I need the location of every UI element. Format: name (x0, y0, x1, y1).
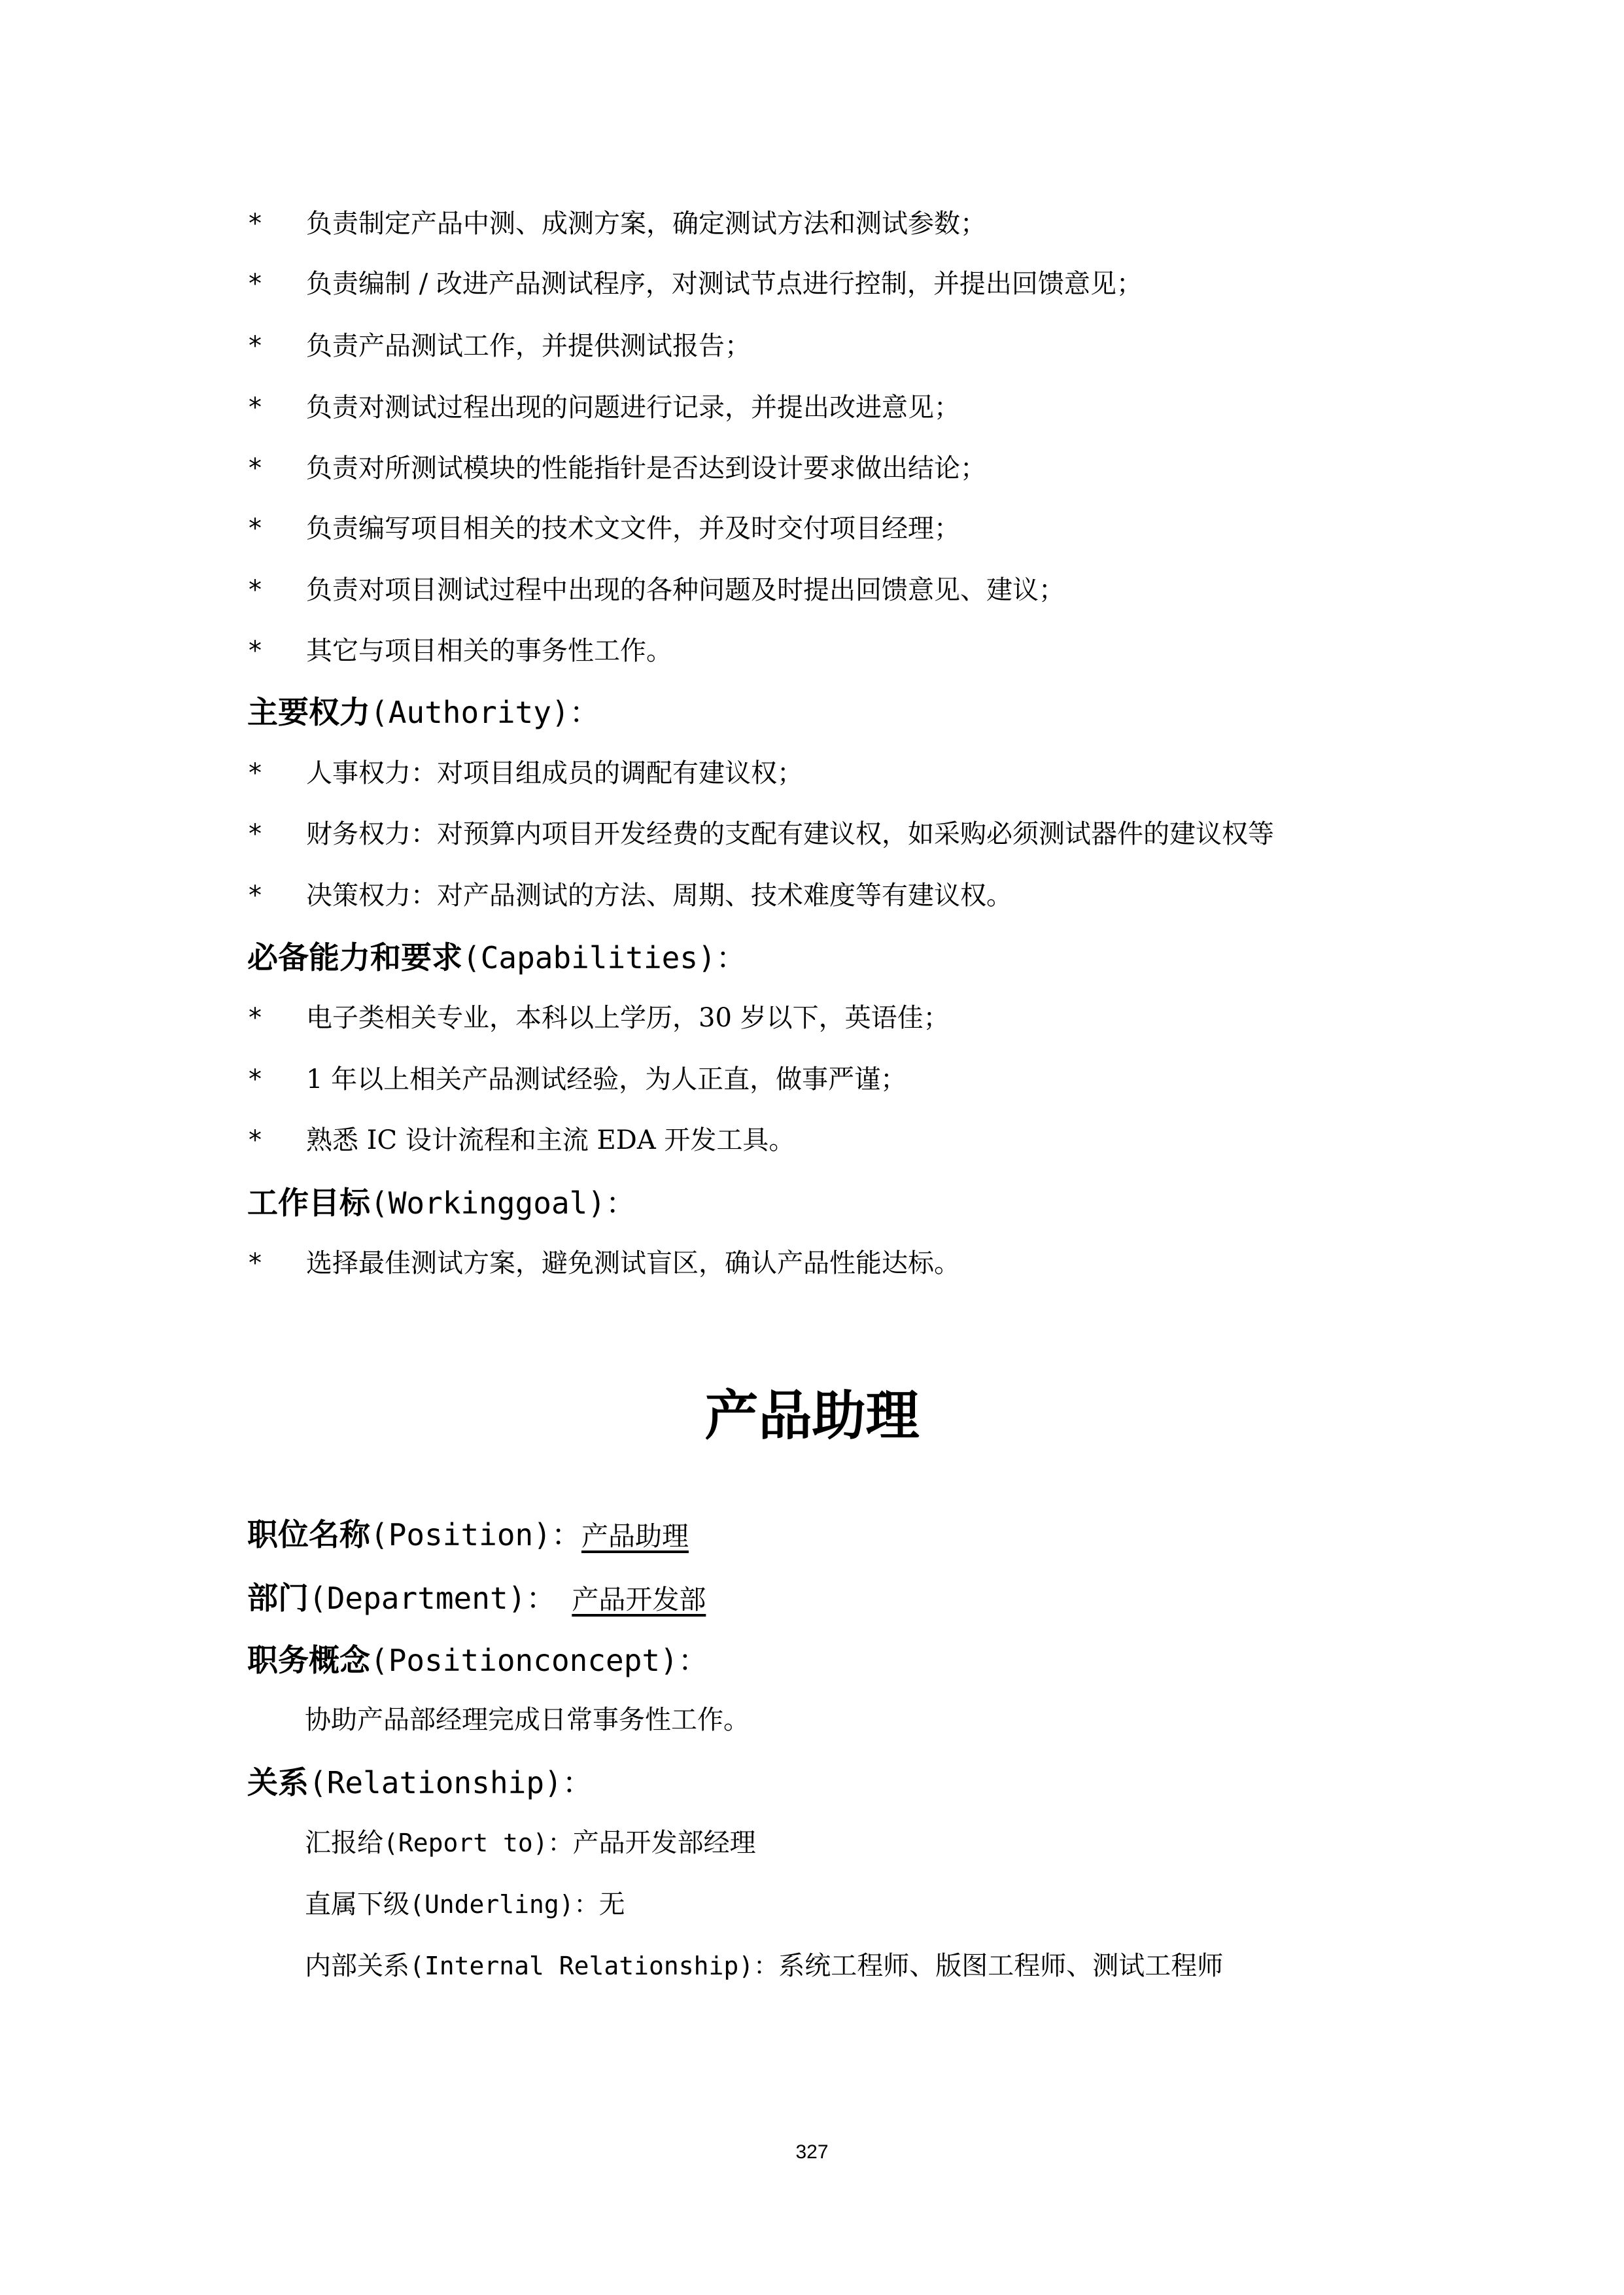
authority-text: 人事权力：对项目组成员的调配有建议权； (306, 758, 803, 788)
responsibility-text: 负责对所测试模块的性能指针是否达到设计要求做出结论； (306, 453, 986, 483)
bullet-star: * (249, 575, 262, 605)
bullet-star: * (249, 819, 262, 849)
department-label-cn: 部门 (247, 1581, 309, 1617)
working-goal-text: 选择最佳测试方案，避免测试盲区，确认产品性能达标。 (306, 1248, 960, 1278)
responsibility-text: 负责对项目测试过程中出现的各种问题及时提出回馈意见、建议； (306, 575, 1065, 605)
underling-value: 无 (598, 1889, 625, 1919)
underling-label-en: (Underling)： (409, 1890, 599, 1919)
responsibility-item (249, 263, 1143, 305)
responsibility-item (249, 387, 960, 429)
internal-relationship-line (305, 1945, 1223, 1987)
internal-value: 系统工程师、版图工程师、测试工程师 (778, 1951, 1224, 1981)
capabilities-heading (247, 934, 746, 981)
capability-item (249, 1119, 795, 1161)
responsibility-item (249, 203, 986, 245)
page-number: 327 (795, 2141, 829, 2163)
position-label-cn: 职位名称 (247, 1517, 370, 1553)
working-goal-item (249, 1242, 960, 1284)
department-label-en: (Department)： (309, 1581, 557, 1616)
capability-text: 熟悉 IC 设计流程和主流 EDA 开发工具。 (306, 1125, 795, 1155)
responsibility-text: 负责编制 / 改进产品测试程序，对测试节点进行控制，并提出回馈意见； (306, 269, 1143, 299)
bullet-star: * (249, 1003, 262, 1033)
capability-text: 电子类相关专业，本科以上学历，30 岁以下，英语佳； (306, 1003, 950, 1033)
responsibility-item (249, 508, 960, 550)
responsibility-text: 负责产品测试工作，并提供测试报告； (306, 331, 751, 361)
position-concept-text: 协助产品部经理完成日常事务性工作。 (305, 1705, 750, 1735)
report-to-value: 产品开发部经理 (572, 1828, 756, 1858)
bullet-star: * (249, 514, 262, 544)
responsibility-item (249, 630, 672, 672)
working-goal-heading (247, 1180, 636, 1227)
bullet-star: * (249, 881, 262, 911)
report-to-label-cn: 汇报给 (305, 1828, 383, 1858)
relationship-label-cn: 关系 (247, 1765, 309, 1801)
working-goal-label-cn: 工作目标 (247, 1185, 370, 1221)
bullet-star: * (249, 331, 262, 361)
position-value: 产品助理 (581, 1520, 689, 1552)
position-concept-label-en: (Positionconcept)： (370, 1643, 708, 1678)
capability-item (249, 997, 950, 1039)
responsibility-text: 负责编写项目相关的技术文文件，并及时交付项目经理； (306, 514, 960, 544)
department-value: 产品开发部 (572, 1584, 706, 1615)
position-label-en: (Position)： (370, 1517, 581, 1552)
capabilities-label-cn: 必备能力和要求 (247, 940, 462, 976)
bullet-star: * (249, 393, 262, 423)
working-goal-label-en: (Workinggoal)： (370, 1185, 636, 1221)
bullet-star: * (249, 1248, 262, 1278)
internal-label-en: (Internal Relationship)： (409, 1952, 779, 1980)
authority-text: 财务权力：对预算内项目开发经费的支配有建议权，如采购必须测试器件的建议权等 (306, 819, 1274, 849)
internal-label-cn: 内部关系 (305, 1951, 409, 1981)
relationship-label-en: (Relationship)： (309, 1765, 593, 1800)
bullet-star: * (249, 636, 262, 666)
section-title: 产品助理 (704, 1385, 920, 1447)
responsibility-text: 负责对测试过程出现的问题进行记录，并提出改进意见； (306, 393, 960, 423)
position-concept-heading (247, 1637, 708, 1684)
capabilities-label-en: (Capabilities)： (462, 940, 746, 975)
authority-heading (247, 689, 600, 736)
bullet-star: * (249, 758, 262, 788)
bullet-star: * (249, 209, 262, 239)
responsibility-item (249, 569, 1065, 611)
position-concept-label-cn: 职务概念 (247, 1643, 370, 1679)
bullet-star: * (249, 1125, 262, 1155)
capability-text: 1 年以上相关产品测试经验，为人正直，做事严谨； (306, 1064, 907, 1095)
relationship-heading (247, 1759, 593, 1806)
responsibility-item (249, 447, 986, 489)
authority-item (249, 875, 1012, 917)
authority-text: 决策权力：对产品测试的方法、周期、技术难度等有建议权。 (306, 881, 1012, 911)
underling-label-cn: 直属下级 (305, 1889, 409, 1919)
responsibility-text: 其它与项目相关的事务性工作。 (306, 636, 672, 666)
report-to-line (305, 1822, 756, 1864)
authority-label-en: (Authority)： (370, 695, 600, 730)
authority-item (249, 813, 1274, 855)
bullet-star: * (249, 453, 262, 483)
department-heading (247, 1575, 706, 1622)
responsibility-item (249, 325, 751, 367)
authority-item (249, 752, 803, 794)
bullet-star: * (249, 1064, 262, 1095)
position-heading (247, 1511, 689, 1558)
underling-line (305, 1883, 625, 1925)
authority-label-cn: 主要权力 (247, 695, 370, 731)
report-to-label-en: (Report to)： (383, 1829, 573, 1857)
responsibility-text: 负责制定产品中测、成测方案，确定测试方法和测试参数； (306, 209, 986, 239)
capability-item (249, 1059, 907, 1100)
bullet-star: * (249, 269, 262, 299)
